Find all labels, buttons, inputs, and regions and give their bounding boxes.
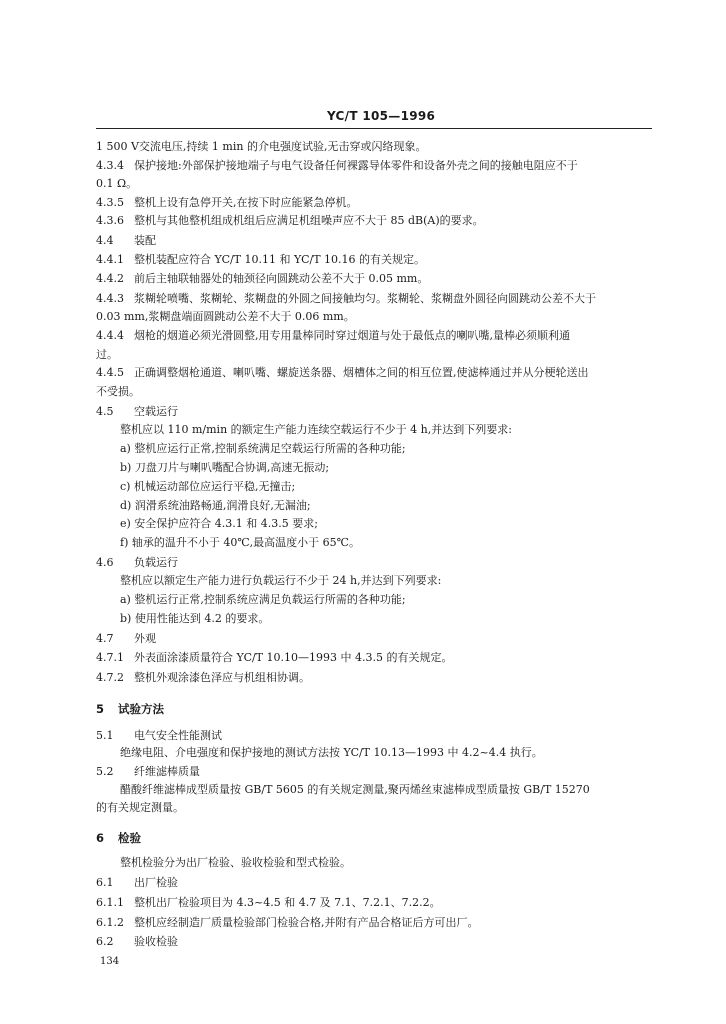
text-line [120,461,656,475]
text-line [120,480,656,494]
clause-number: 4.7.2 [96,671,124,684]
page-number: 134 [100,956,120,967]
clause-text: 整机检验分为出厂检验、验收检验和型式检验。 [120,856,351,869]
clause-number: 4.4.2 [96,272,124,285]
clause-number: 4.3.5 [96,196,124,209]
clause-text: 整机应经制造厂质量检验部门检验合格,并附有产品合格证后方可出厂。 [134,916,479,929]
clause-text: a) 整机运行正常,控制系统应满足负载运行所需的各种功能; [120,593,406,606]
clause-text: 浆糊轮喷嘴、浆糊轮、浆糊盘的外圆之间接触均匀。浆糊轮、浆糊盘外圆径向圆跳动公差不大于 [134,292,596,305]
clause-number: 4.7 [96,632,114,645]
clause-line [96,272,656,286]
text-line [120,574,656,588]
clause-line [96,916,656,930]
clause-text: 整机与其他整机组成机组后应满足机组噪声应不大于 85 dB(A)的要求。 [134,214,484,227]
clause-number: 5.2 [96,765,114,778]
clause-number: 4.3.6 [96,214,124,227]
text-line [96,801,656,815]
clause-text: 绝缘电阻、介电强度和保护接地的测试方法按 YC/T 10.13—1993 中 4.2~4.4 执行。 [120,746,543,759]
text-line [120,442,656,456]
text-line [96,385,656,399]
clause-line [96,729,656,743]
header-divider [96,128,652,129]
clause-text: 过。 [96,348,118,361]
clause-text: 检验 [118,831,141,845]
text-line [96,177,656,191]
clause-text: 装配 [134,234,156,247]
clause-line [96,935,656,949]
text-line [120,783,656,797]
clause-number: 4.4.4 [96,329,124,342]
clause-number: 4.5 [96,405,114,418]
clause-line [96,196,656,210]
standard-code: YC/T 105—1996 [327,109,436,123]
clause-line [96,651,656,665]
clause-text: b) 刀盘刀片与喇叭嘴配合协调,高速无振动; [120,461,330,474]
clause-text: 1 500 V交流电压,持续 1 min 的介电强度试验,无击穿或闪络现象。 [96,140,427,153]
clause-number: 5.1 [96,729,114,742]
clause-text: 整机装配应符合 YC/T 10.11 和 YC/T 10.16 的有关规定。 [134,253,426,266]
clause-text: 烟枪的烟道必须光滑圆整,用专用量棒同时穿过烟道与处于最低点的喇叭嘴,量棒必须顺利通 [134,329,570,342]
clause-number: 5 [96,702,105,716]
clause-number: 6.1 [96,876,114,889]
clause-text: c) 机械运动部位应运行平稳,无撞击; [120,480,296,493]
clause-line [96,366,656,380]
clause-line [96,214,656,228]
clause-text: 前后主轴联轴器处的轴颈径向圆跳动公差不大于 0.05 mm。 [134,272,429,285]
clause-text: 整机应以 110 m/min 的额定生产能力连续空载运行不少于 4 h,并达到下列要求: [120,423,512,436]
clause-text: 保护接地:外部保护接地端子与电气设备任何裸露导体零件和设备外壳之间的接触电阻应不于 [134,159,578,172]
text-line [120,499,656,513]
clause-line [96,253,656,267]
clause-line [96,876,656,890]
clause-text: 外表面涂漆质量符合 YC/T 10.10—1993 中 4.3.5 的有关规定。 [134,651,453,664]
clause-text: 正确调整烟枪通道、喇叭嘴、螺旋送条器、烟槽体之间的相互位置,使滤棒通过并从分梗轮送出 [134,366,589,379]
clause-text: 整机应以额定生产能力进行负载运行不少于 24 h,并达到下列要求: [120,574,442,587]
clause-text: 整机外观涂漆色泽应与机组相协调。 [134,671,310,684]
clause-text: 试验方法 [118,702,164,716]
section-heading [96,702,656,716]
clause-text: 电气安全性能测试 [134,729,222,742]
clause-number: 6.1.2 [96,916,124,929]
clause-text: 空载运行 [134,405,178,418]
clause-number: 4.7.1 [96,651,124,664]
text-line [120,517,656,531]
clause-line [96,234,656,248]
clause-number: 6.2 [96,935,114,948]
text-line [96,348,656,362]
clause-number: 6 [96,831,105,845]
clause-line [96,159,656,173]
clause-number: 4.4 [96,234,114,247]
clause-line [96,671,656,685]
clause-text: 整机上设有急停开关,在按下时应能紧急停机。 [134,196,358,209]
text-line [120,612,656,626]
clause-text: 负载运行 [134,556,178,569]
clause-number: 6.1.1 [96,896,124,909]
section-heading [96,831,656,845]
clause-text: 纤维滤棒质量 [134,765,200,778]
clause-text: 整机出厂检验项目为 4.3~4.5 和 4.7 及 7.1、7.2.1、7.2.2。 [134,896,441,909]
clause-line [96,292,656,306]
clause-line [96,405,656,419]
text-line [120,593,656,607]
text-line [120,746,656,760]
clause-line [96,765,656,779]
clause-text: 0.1 Ω。 [96,177,138,190]
text-line [96,140,656,154]
clause-text: f) 轴承的温升不小于 40℃,最高温度小于 65℃。 [120,536,360,549]
clause-text: d) 润滑系统油路畅通,润滑良好,无漏油; [120,499,311,512]
clause-number: 4.6 [96,556,114,569]
clause-text: e) 安全保护应符合 4.3.1 和 4.3.5 要求; [120,517,318,530]
clause-text: 醋酸纤维滤棒成型质量按 GB/T 5605 的有关规定测量,聚丙烯丝束滤棒成型质量按 GB/T 15270 [120,783,590,796]
text-line [120,856,656,870]
clause-line [96,632,656,646]
clause-text: b) 使用性能达到 4.2 的要求。 [120,612,270,625]
clause-text: 不受损。 [96,385,140,398]
text-line [96,310,656,324]
clause-text: 的有关规定测量。 [96,801,184,814]
text-line [120,423,656,437]
clause-number: 4.4.1 [96,253,124,266]
clause-number: 4.4.5 [96,366,124,379]
clause-line [96,896,656,910]
clause-text: 0.03 mm,浆糊盘端面圆跳动公差不大于 0.06 mm。 [96,310,355,323]
clause-number: 4.4.3 [96,292,124,305]
clause-line [96,329,656,343]
clause-text: 外观 [134,632,156,645]
text-line [120,536,656,550]
clause-text: 出厂检验 [134,876,178,889]
clause-text: a) 整机应运行正常,控制系统满足空载运行所需的各种功能; [120,442,406,455]
clause-line [96,556,656,570]
clause-text: 验收检验 [134,935,178,948]
clause-number: 4.3.4 [96,159,124,172]
